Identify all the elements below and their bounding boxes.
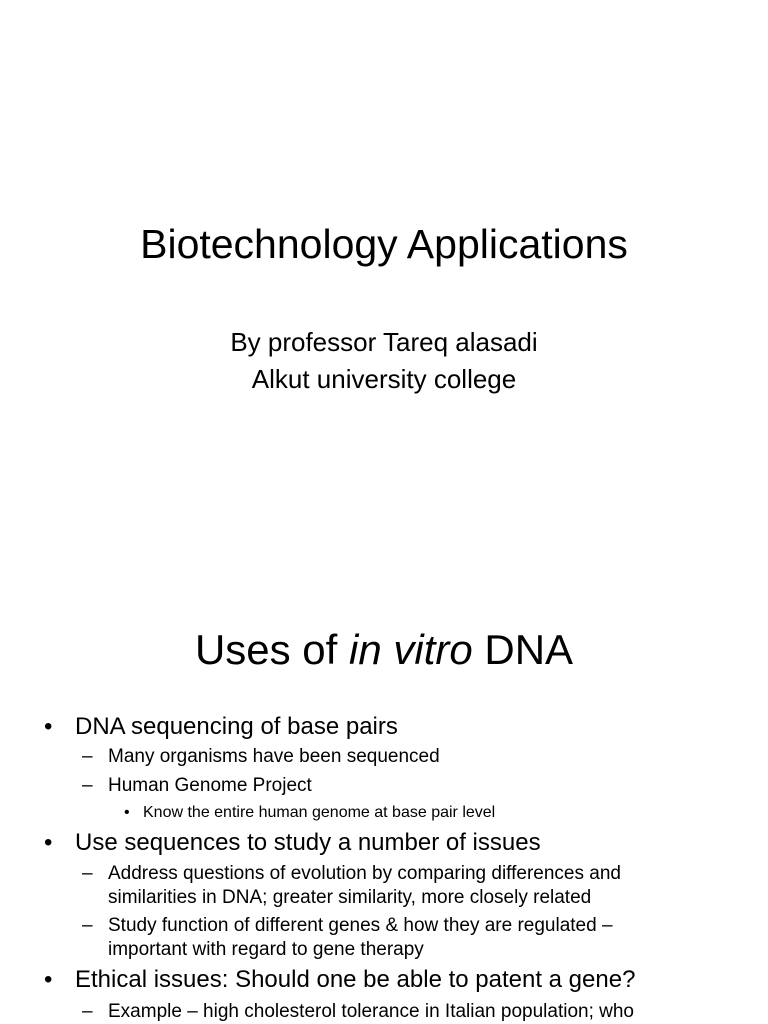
dash-marker: –: [82, 746, 93, 767]
sub-bullet-text: Example – high cholesterol tolerance in Italian population; who: [108, 1001, 634, 1022]
sub-bullet-text: Human Genome Project: [108, 775, 312, 796]
dash-marker: –: [82, 775, 93, 796]
title-suffix: DNA: [472, 626, 574, 673]
institution-line: Alkut university college: [251, 364, 517, 394]
dash-marker: –: [82, 915, 93, 936]
dash-marker: –: [82, 863, 93, 884]
title-prefix: Uses of: [194, 626, 349, 673]
bullet-marker: •: [44, 713, 53, 740]
slide-title: Biotechnology Applications: [140, 221, 628, 267]
text-line: similarities in DNA; greater similarity, more closely related: [108, 887, 592, 908]
author-line: By professor Tareq alasadi: [230, 327, 538, 357]
bullet-marker: •: [124, 804, 130, 821]
dash-marker: –: [82, 1001, 93, 1022]
text-line: Address questions of evolution by comparing differences and: [108, 863, 621, 884]
slide-title: [0, 624, 768, 676]
sub-bullet-text: Many organisms have been sequenced: [108, 746, 440, 767]
sub-sub-bullet-text: Know the entire human genome at base pair level: [143, 804, 496, 821]
content-slide: [0, 580, 768, 1024]
text-line: important with regard to gene therapy: [108, 939, 424, 960]
sub-bullet-text: [108, 862, 621, 910]
text-line: Study function of different genes & how they are regulated –: [108, 915, 613, 936]
sub-bullet-text: [108, 914, 613, 962]
bullet-marker: •: [44, 966, 53, 993]
bullet-text: Use sequences to study a number of issues: [75, 829, 541, 856]
bullet-text: DNA sequencing of base pairs: [75, 713, 398, 740]
title-italic: in vitro: [349, 626, 473, 673]
bullet-marker: •: [44, 829, 53, 856]
bullet-text: Ethical issues: Should one be able to patent a gene?: [75, 966, 636, 993]
